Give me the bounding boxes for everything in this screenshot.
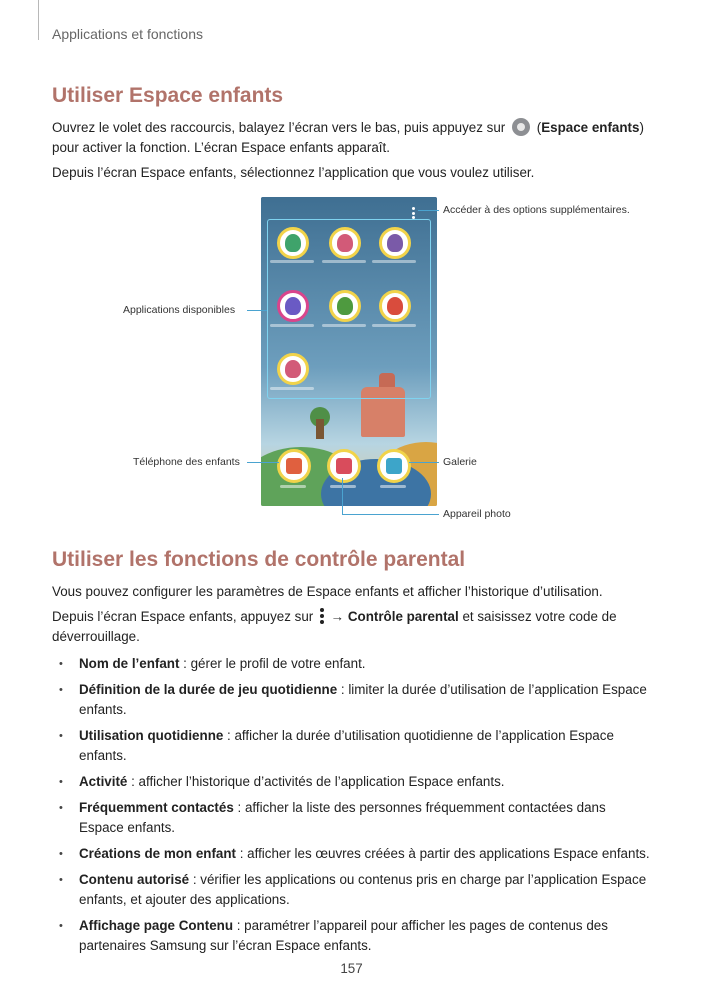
- bullet-term: Affichage page Contenu: [79, 918, 233, 933]
- bullet-text: : afficher la liste des personnes fréquemment contactées dans Espace enfants.: [79, 800, 606, 835]
- dock-label: [330, 485, 356, 488]
- app-icon-creature[interactable]: [329, 227, 361, 259]
- paragraph-configure: Vous pouvez configurer les paramètres de Espace enfants et afficher l’historique d’utilisation.: [52, 584, 603, 599]
- bullet-term: Créations de mon enfant: [79, 846, 236, 861]
- more-options-icon[interactable]: [412, 207, 415, 219]
- kids-home-icon: [512, 118, 530, 136]
- app-label: [372, 260, 416, 263]
- list-item: [52, 726, 652, 766]
- dock-label: [380, 485, 406, 488]
- list-item: [52, 844, 652, 864]
- callout-line-camera-horizontal: [342, 514, 439, 515]
- bullet-text: : vérifier les applications ou contenus pris en charge par l’application Espace enfants, et ajouter des applications.: [79, 872, 647, 907]
- text-segment: et saisissez votre code de déverrouillage.: [52, 609, 617, 644]
- parental-features-list: [52, 654, 652, 962]
- list-item: [52, 798, 652, 838]
- text-segment: Depuis l’écran Espace enfants, appuyez sur: [52, 609, 314, 624]
- phone-icon[interactable]: [277, 449, 311, 483]
- app-label: [322, 260, 366, 263]
- list-item: [52, 772, 652, 792]
- header-rule: [38, 0, 39, 40]
- section-title: Applications et fonctions: [52, 26, 203, 42]
- paragraph-activate: [52, 118, 652, 158]
- app-icon-dino[interactable]: [329, 290, 361, 322]
- app-icon-browser[interactable]: [379, 290, 411, 322]
- heading-parental-control: Utiliser les fonctions de contrôle parental: [52, 548, 466, 571]
- paragraph-parental-access: [52, 607, 652, 647]
- dock-label: [280, 485, 306, 488]
- callout-children-phone: Téléphone des enfants: [133, 456, 240, 468]
- paragraph-select-app: Depuis l’écran Espace enfants, sélectionnez l’application que vous voulez utiliser.: [52, 165, 535, 180]
- more-options-icon: [319, 607, 325, 625]
- app-icon-voice-recorder[interactable]: [277, 290, 309, 322]
- list-item: [52, 654, 652, 674]
- bullet-term: Activité: [79, 774, 128, 789]
- text-segment: Ouvrez le volet des raccourcis, balayez l’écran vers le bas, puis appuyez sur: [52, 120, 506, 135]
- callout-line-more-options: [418, 210, 439, 211]
- bullet-term: Contenu autorisé: [79, 872, 190, 887]
- arrow-separator: →: [327, 609, 348, 624]
- bullet-text: : afficher l’historique d’activités de l’application Espace enfants.: [127, 774, 505, 789]
- app-label: [322, 324, 366, 327]
- page-number: 157: [340, 961, 363, 976]
- app-label: [270, 260, 314, 263]
- app-icon-store[interactable]: [277, 353, 309, 385]
- kids-home-screenshot: [261, 197, 437, 506]
- text-segment: ) pour activer la fonction. L’écran Espace enfants apparaît.: [52, 120, 644, 155]
- bold-term: Espace enfants: [541, 120, 640, 135]
- bullet-text: : afficher les œuvres créées à partir des applications Espace enfants.: [236, 846, 650, 861]
- camera-icon[interactable]: [327, 449, 361, 483]
- callout-line-available-apps: [247, 310, 267, 311]
- bullet-text: : paramétrer l’appareil pour afficher les pages de contenus des partenaires Samsung sur l’écran Espace enfants.: [79, 918, 608, 953]
- bullet-text: : gérer le profil de votre enfant.: [179, 656, 366, 671]
- heading-kids-home: Utiliser Espace enfants: [52, 84, 284, 107]
- gallery-icon[interactable]: [377, 449, 411, 483]
- tree-trunk: [316, 419, 324, 439]
- callout-more-options: Accéder à des options supplémentaires.: [443, 204, 630, 216]
- app-icon-drawing[interactable]: [277, 227, 309, 259]
- list-item: [52, 916, 652, 956]
- bullet-text: : afficher la durée d’utilisation quotidienne de l’application Espace enfants.: [79, 728, 614, 763]
- text-segment: (: [536, 120, 542, 135]
- callout-available-apps: Applications disponibles: [123, 304, 236, 316]
- app-icon-mischief[interactable]: [379, 227, 411, 259]
- app-label: [372, 324, 416, 327]
- list-item: [52, 680, 652, 720]
- callout-line-camera-vertical: [342, 478, 343, 514]
- callout-gallery: Galerie: [443, 456, 477, 468]
- app-label: [270, 387, 314, 390]
- callout-camera: Appareil photo: [443, 508, 511, 520]
- bold-term: Contrôle parental: [347, 609, 459, 624]
- bullet-term: Nom de l’enfant: [79, 656, 180, 671]
- list-item: [52, 870, 652, 910]
- callout-line-gallery: [409, 462, 439, 463]
- callout-line-children-phone: [247, 462, 279, 463]
- bullet-text: : limiter la durée d’utilisation de l’application Espace enfants.: [79, 682, 647, 717]
- app-label: [270, 324, 314, 327]
- bullet-term: Fréquemment contactés: [79, 800, 234, 815]
- bullet-term: Utilisation quotidienne: [79, 728, 224, 743]
- bullet-term: Définition de la durée de jeu quotidienne: [79, 682, 338, 697]
